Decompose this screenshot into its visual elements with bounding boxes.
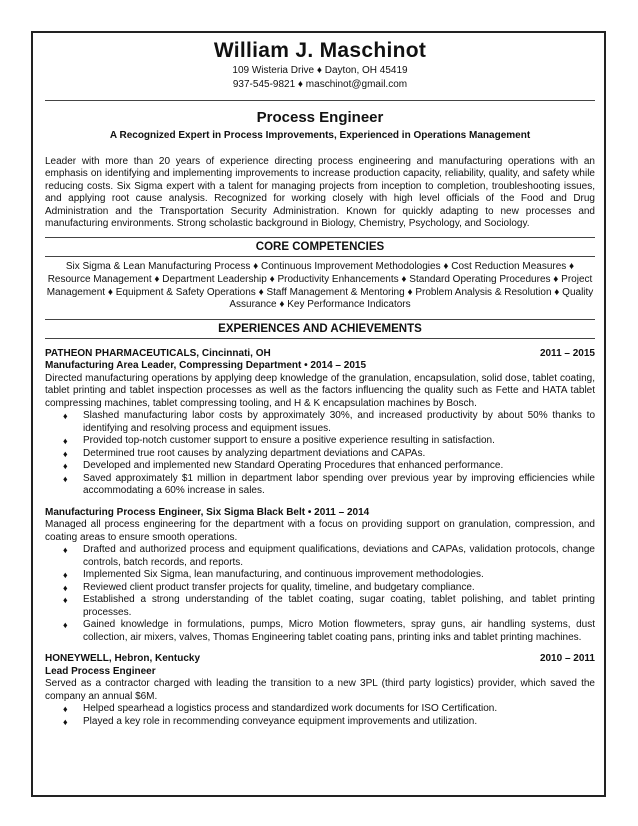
bullet-text: Drafted and authorized process and equipment qualifications, deviations and CAPAs, validation protocols, change controls, batch records, and reports.: [83, 544, 595, 568]
tagline: A Recognized Expert in Process Improvements, Experienced in Operations Management: [109, 130, 531, 141]
competencies-heading: CORE COMPETENCIES: [255, 241, 385, 254]
job-dates: 2010 – 2011: [539, 653, 595, 665]
diamond-bullet-icon: ♦: [63, 436, 68, 447]
role-description: Managed all process engineering for the department with a focus on providing support on granulation, compression, and coating areas to ensure smooth operations.: [45, 519, 595, 543]
job-header: [45, 653, 595, 666]
list-item: [45, 435, 595, 448]
bullet-text: Slashed manufacturing labor costs by approximately 30%, and increased productivity by about 50% thanks to identifying and resolving process and equipment issues.: [83, 410, 595, 434]
job-title: Process Engineer: [256, 109, 384, 126]
resume: [45, 38, 595, 728]
list-item: [45, 716, 595, 729]
job-dates: 2011 – 2015: [539, 347, 595, 359]
list-item: [45, 410, 595, 435]
company-name: HONEYWELL, Hebron, Kentucky: [45, 653, 201, 665]
section-header-experience: [45, 319, 595, 339]
list-item: [45, 594, 595, 619]
role-title: Lead Process Engineer: [45, 665, 156, 677]
diamond-bullet-icon: ♦: [63, 716, 68, 727]
bullet-text: Determined true root causes by analyzing department deviations and CAPAs.: [83, 447, 426, 459]
role-title: Manufacturing Area Leader, Compressing Department • 2014 – 2015: [45, 360, 367, 372]
list-item: [45, 460, 595, 473]
header-divider: [45, 100, 595, 101]
diamond-bullet-icon: ♦: [63, 595, 68, 606]
candidate-name: William J. Maschinot: [213, 39, 427, 62]
diamond-bullet-icon: ♦: [63, 448, 68, 459]
phone-email-line: 937-545-9821 ♦ maschinot@gmail.com: [232, 79, 408, 90]
list-item: [45, 544, 595, 569]
role-description: Served as a contractor charged with leading the transition to a new 3PL (third party logistics) provider, which saved the company an annual $6M.: [45, 678, 595, 702]
role-title: Manufacturing Process Engineer, Six Sigma Black Belt • 2011 – 2014: [45, 506, 370, 518]
bullet-text: Provided top-notch customer support to ensure a positive experience resulting in satisfaction.: [83, 435, 495, 447]
list-item: [45, 448, 595, 461]
list-item: [45, 582, 595, 595]
competencies-list: Six Sigma & Lean Manufacturing Process ♦ Continuous Improvement Methodologies ♦ Cost Reduction Measures ♦ Resource Management ♦ Department Leadership ♦ Productivity Enhancements ♦ Standard Operating Procedures ♦ Project Management ♦ Equipment & Safety Operations ♦ Staff Management & Mentoring ♦ Problem Analysis & Resolution ♦ Quality Assurance ♦ Key Performance Indicators: [46, 261, 594, 311]
bullet-text: Implemented Six Sigma, lean manufacturing, and continuous improvement methodologies.: [83, 569, 484, 581]
diamond-bullet-icon: ♦: [63, 411, 68, 422]
diamond-bullet-icon: ♦: [63, 461, 68, 472]
list-item: [45, 569, 595, 582]
diamond-bullet-icon: ♦: [63, 704, 68, 715]
diamond-bullet-icon: ♦: [63, 620, 68, 631]
section-header-competencies: [45, 237, 595, 257]
address-line: 109 Wisteria Drive ♦ Dayton, OH 45419: [232, 65, 408, 76]
role-description: Directed manufacturing operations by applying deep knowledge of the granulation, encapsulation, solid dose, tablet coating, tablet printing and tablet inspection processes as well as the factors influencing the quality such as Fette and HATA tablet compressing machines, tablet compressing tooling, and H & K encapsulation machines by Bosch.: [45, 372, 595, 409]
diamond-bullet-icon: ♦: [63, 570, 68, 581]
bullet-text: Established a strong understanding of the tablet coating, sugar coating, tablet polishing, and tablet printing processes.: [83, 594, 595, 618]
bullet-text: Saved approximately $1 million in department labor spending over previous year by improving efficiencies while accommodating a 60% increase in sales.: [83, 472, 595, 497]
diamond-bullet-icon: ♦: [63, 582, 68, 593]
summary-paragraph: Leader with more than 20 years of experience directing process engineering and manufacturing operations with an emphasis on identifying and implementing improvements to increase production capacity, reliability, quality, and safety while reducing costs. Six Sigma expert with a talent for managing projects from inception to completion, troubleshooting issues, and applying root cause analysis. Recognized for working closely with high level officials of the Food and Drug Administration and the Transportation Security Administration. Known for quickly adapting to new processes and manufacturing environments. Strong scholastic background in Biology, Chemistry, Psychology, and Sociology.: [45, 156, 595, 230]
bullet-text: Played a key role in recommending conveyance equipment improvements and utilization.: [83, 715, 478, 727]
diamond-bullet-icon: ♦: [63, 545, 68, 556]
bullet-text: Gained knowledge in formulations, pumps, Micro Motion flowmeters, spray guns, air handling systems, dust collection, air mixers, valves, Thomas Engineering tablet coating pans, printing inks and tablet printing machines.: [83, 619, 595, 643]
bullet-text: Developed and implemented new Standard Operating Procedures that enhanced performance.: [83, 460, 504, 472]
experience-heading: EXPERIENCES AND ACHIEVEMENTS: [218, 322, 422, 335]
company-name: PATHEON PHARMACEUTICALS, Cincinnati, OH: [45, 347, 271, 359]
job-header: [45, 348, 595, 361]
list-item: [45, 619, 595, 644]
bullet-text: Reviewed client product transfer projects for quality, timeline, and budgetary compliance.: [83, 581, 475, 593]
list-item: [45, 703, 595, 716]
bullet-text: Helped spearhead a logistics process and standardized work documents for ISO Certification.: [83, 703, 498, 715]
achievement-list: [45, 544, 595, 644]
list-item: [45, 473, 595, 498]
achievement-list: [45, 410, 595, 498]
achievement-list: [45, 703, 595, 728]
diamond-bullet-icon: ♦: [63, 473, 68, 484]
